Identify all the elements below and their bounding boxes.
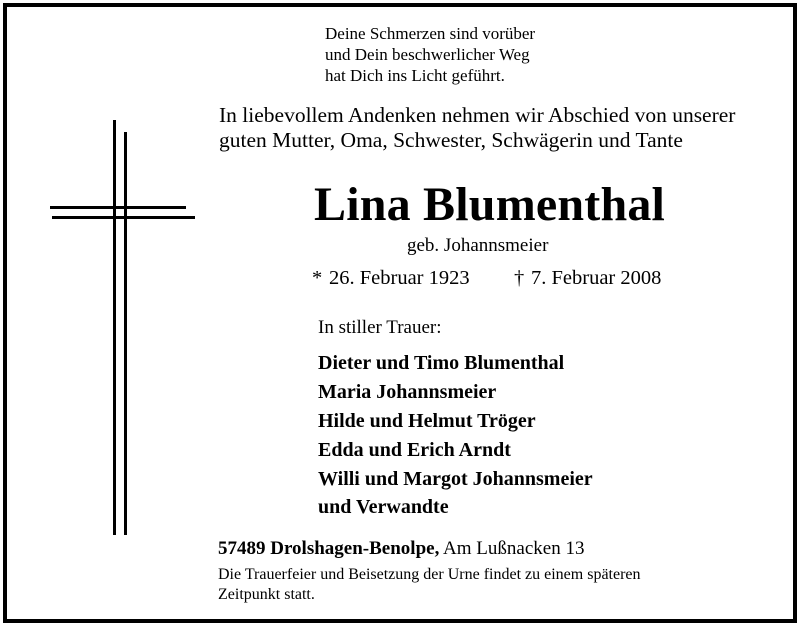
mourning-heading: In stiller Trauer: [318,317,442,338]
death-date: 7. Februar 2008 [531,267,662,289]
mourner-name: Maria Johannsmeier [318,381,497,403]
mourner-name: Edda und Erich Arndt [318,439,511,461]
verse-line-3: hat Dich ins Licht geführt. [325,66,505,85]
address-street: Am Lußnacken 13 [443,538,585,559]
maiden-name: geb. Johannsmeier [407,235,549,256]
intro-line-1: In liebevollem Andenken nehmen wir Abschied von unserer [219,103,736,127]
intro-line-2: guten Mutter, Oma, Schwester, Schwägerin und Tante [219,128,683,152]
deceased-name: Lina Blumenthal [314,178,666,231]
mourner-name: Dieter und Timo Blumenthal [318,352,565,374]
funeral-note-line-2: Zeitpunkt statt. [218,586,315,603]
mourner-name: und Verwandte [318,496,449,518]
verse-line-2: und Dein beschwerlicher Weg [325,45,530,64]
birth-symbol: * [312,267,323,289]
address [218,539,584,558]
address-city: 57489 Drolshagen-Benolpe, [218,538,440,559]
mourner-name: Willi und Margot Johannsmeier [318,468,593,490]
funeral-note-line-1: Die Trauerfeier und Beisetzung der Urne findet zu einem späteren [218,566,641,583]
cross-icon [50,120,195,535]
death-symbol: † [514,267,525,289]
mourner-name: Hilde und Helmut Tröger [318,410,536,432]
verse-line-1: Deine Schmerzen sind vorüber [325,24,536,43]
birth-date: 26. Februar 1923 [329,267,470,289]
